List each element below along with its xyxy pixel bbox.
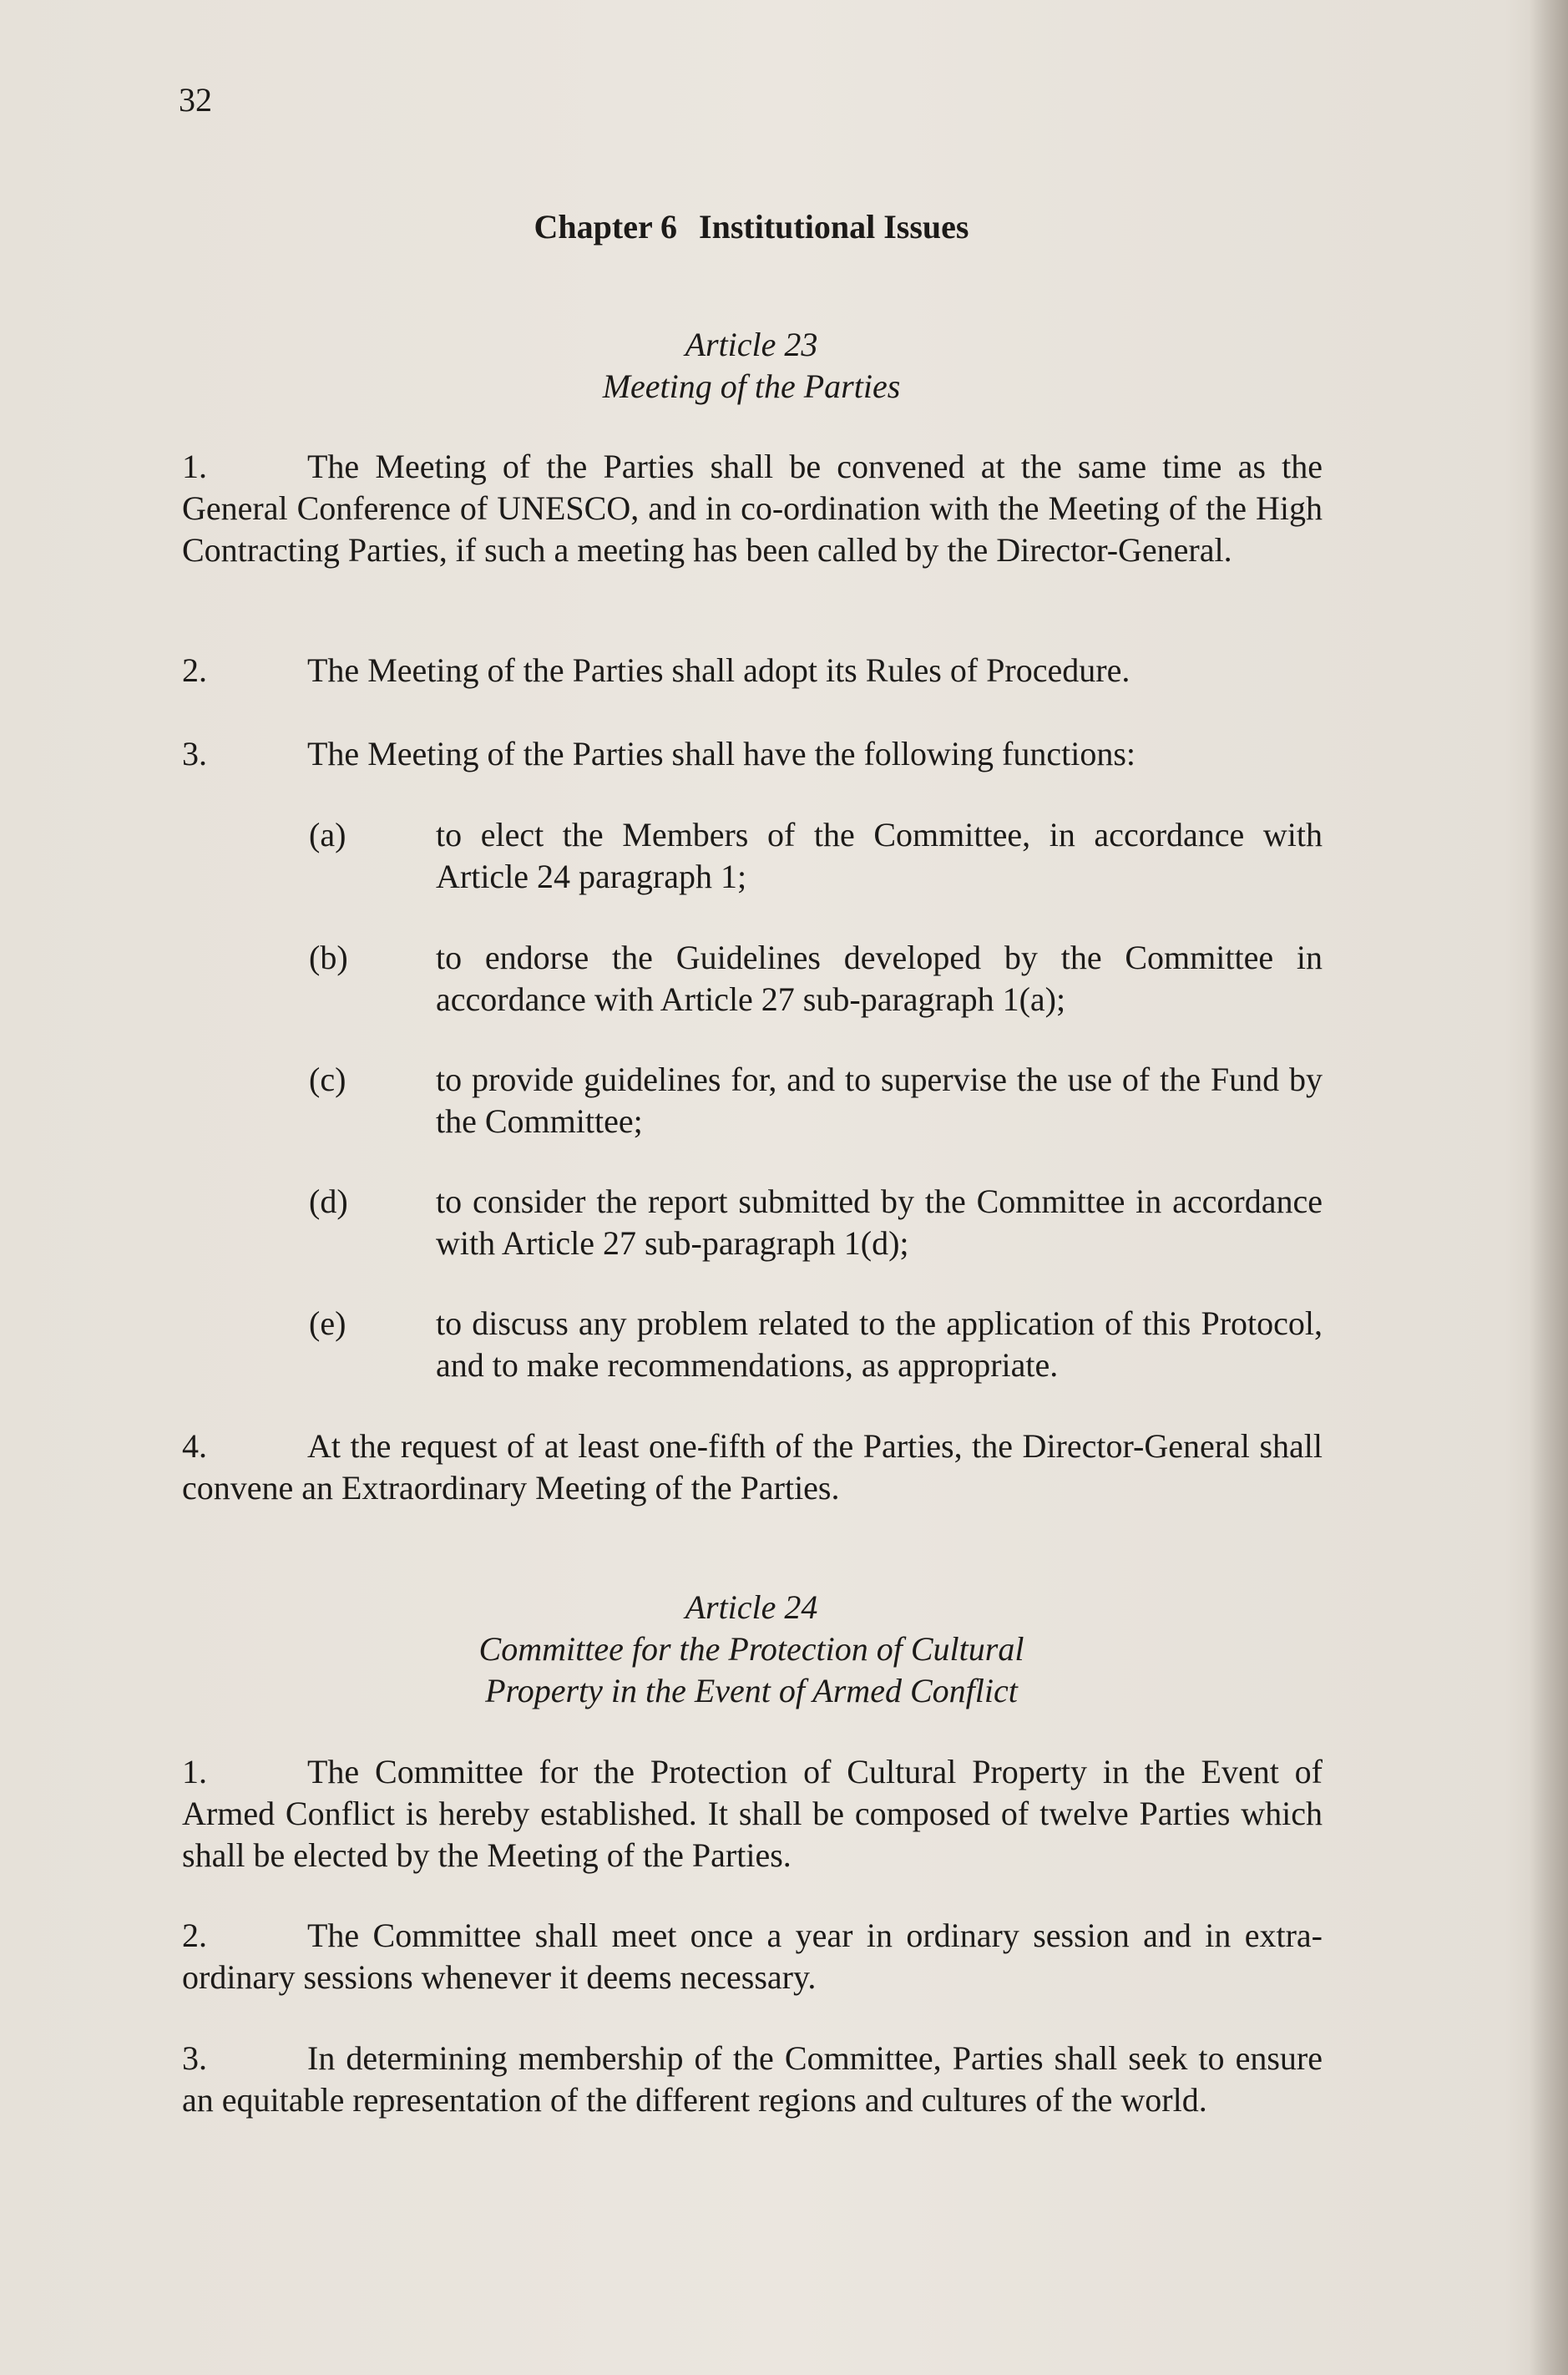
paragraph-text: The Meeting of the Parties shall adopt its Rules of Procedure. [307, 651, 1130, 689]
paragraph-text: The Committee shall meet once a year in ordinary session and in extra-ordinary sessions whenever it deems necessary. [182, 1917, 1323, 1996]
list-item-a [309, 814, 1323, 898]
article-24-label: Article 24 [685, 1588, 818, 1626]
chapter-title: Institutional Issues [699, 208, 969, 246]
list-item-e [309, 1303, 1323, 1386]
paragraph-text: The Committee for the Protection of Cultural Property in the Event of Armed Conflict is hereby established. It shall be composed of twelve Parties which shall be elected by the Meeting of the Parties. [182, 1753, 1323, 1874]
article-23-label: Article 23 [685, 326, 818, 363]
list-item-label: (c) [309, 1061, 346, 1098]
article-23-paragraph-3 [182, 733, 1323, 775]
article-24-paragraph-3 [182, 2038, 1323, 2121]
paragraph-text: At the request of at least one-fifth of the Parties, the Director-General shall convene an Extraordinary Meeting of the Parties. [182, 1427, 1323, 1507]
list-item-text: to elect the Members of the Committee, in accordance with Article 24 paragraph 1; [436, 816, 1323, 895]
list-item-label: (a) [309, 816, 346, 853]
paragraph-number: 2. [182, 651, 207, 689]
page-number: 32 [179, 81, 212, 119]
list-item-c [309, 1059, 1323, 1142]
article-24-title-line-1: Committee for the Protection of Cultural [478, 1630, 1024, 1668]
page-spine-shadow [1530, 0, 1568, 2375]
article-24-paragraph-1 [182, 1751, 1323, 1876]
paragraph-number: 3. [182, 2039, 207, 2077]
article-23-paragraph-1 [182, 446, 1323, 571]
paragraph-number: 2. [182, 1917, 207, 1954]
article-24-title-line-2: Property in the Event of Armed Conflict [485, 1672, 1018, 1709]
article-23-paragraph-4 [182, 1426, 1323, 1509]
paragraph-number: 4. [182, 1427, 207, 1465]
list-item-d [309, 1181, 1323, 1264]
list-item-text: to endorse the Guidelines developed by the Committee in accordance with Article 27 sub-paragraph 1(a); [436, 939, 1323, 1018]
chapter-number: Chapter 6 [534, 208, 678, 246]
article-23-title: Meeting of the Parties [602, 367, 901, 405]
article-23-paragraph-2 [182, 650, 1323, 691]
paragraph-text: In determining membership of the Committee, Parties shall seek to ensure an equitable representation of the different regions and cultures of the world. [182, 2039, 1323, 2119]
chapter-heading [0, 207, 1503, 246]
paragraph-number: 3. [182, 735, 207, 772]
article-24-paragraph-2 [182, 1915, 1323, 1998]
list-item-text: to discuss any problem related to the application of this Protocol, and to make recommendations, as appropriate. [436, 1304, 1323, 1384]
list-item-text: to provide guidelines for, and to supervise the use of the Fund by the Committee; [436, 1061, 1323, 1140]
paragraph-number: 1. [182, 1753, 207, 1790]
list-item-label: (b) [309, 939, 348, 976]
paragraph-text: The Meeting of the Parties shall have the following functions: [307, 735, 1136, 772]
list-item-b [309, 937, 1323, 1020]
list-item-label: (d) [309, 1182, 348, 1220]
paragraph-number: 1. [182, 448, 207, 485]
paragraph-text: The Meeting of the Parties shall be convened at the same time as the General Conference of UNESCO, and in co-ordination with the Meeting of the High Contracting Parties, if such a meeting has been called by the Director-General. [182, 448, 1323, 569]
list-item-label: (e) [309, 1304, 346, 1342]
list-item-text: to consider the report submitted by the Committee in accordance with Article 27 sub-paragraph 1(d); [436, 1182, 1323, 1262]
